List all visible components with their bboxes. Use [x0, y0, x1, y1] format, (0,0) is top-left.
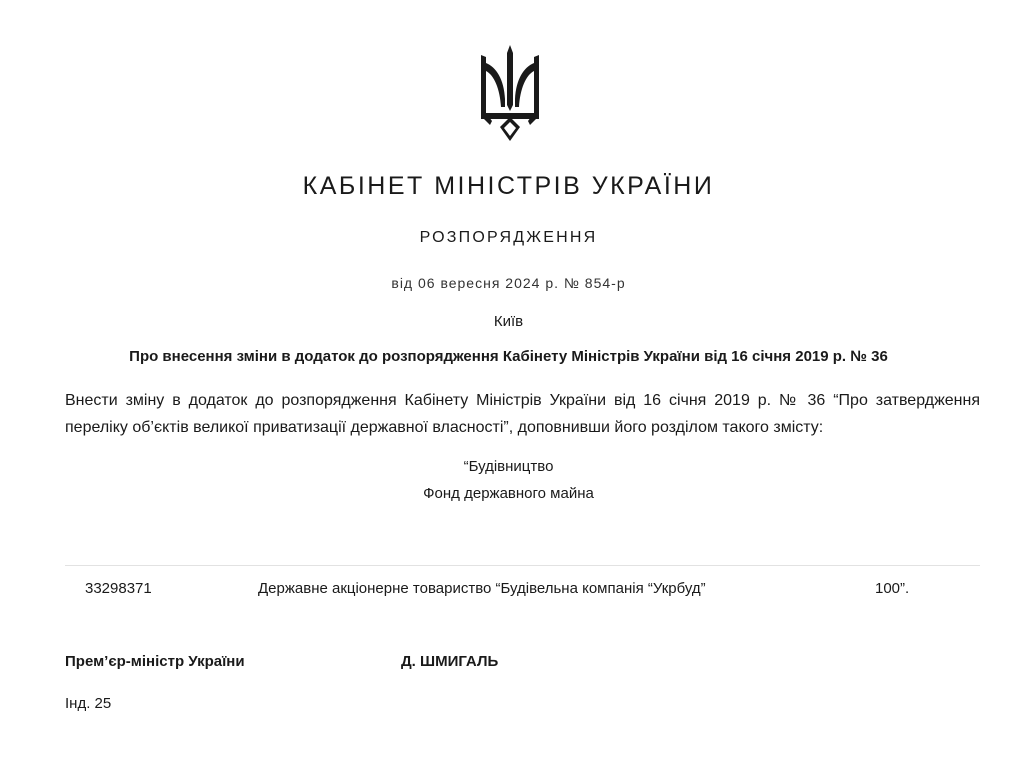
object-code: 33298371: [85, 580, 152, 597]
table-divider: [65, 565, 980, 566]
document-heading: Про внесення зміни в додаток до розпорядження Кабінету Міністрів України від 16 січня 2019 р. № 36: [129, 348, 888, 365]
object-name: Державне акціонерне товариство “Будівельна компанія “Укрбуд”: [258, 580, 706, 597]
signer-title: Прем’єр-міністр України: [65, 653, 245, 670]
document-body: Внести зміну в додаток до розпорядження Кабінету Міністрів України від 16 січня 2019 р. № 36 “Про затвердження переліку об’єктів великої приватизації державної власності”, доповнивши його розділом такого змісту:: [65, 392, 980, 436]
document-date-number: від 06 вересня 2024 р. № 854-р: [391, 275, 626, 291]
document-city: Київ: [493, 313, 524, 330]
signer-name: Д. ШМИГАЛЬ: [401, 653, 499, 670]
organization-title: КАБІНЕТ МІНІСТРІВ УКРАЇНИ: [302, 172, 715, 200]
object-share: 100”.: [875, 580, 910, 597]
document-type: РОЗПОРЯДЖЕННЯ: [419, 229, 598, 246]
document-index: Інд. 25: [65, 695, 112, 712]
trident-coat-of-arms-icon: [478, 43, 542, 143]
section-subtitle: Фонд державного майна: [423, 485, 594, 502]
section-title: “Будівництво: [463, 458, 554, 475]
